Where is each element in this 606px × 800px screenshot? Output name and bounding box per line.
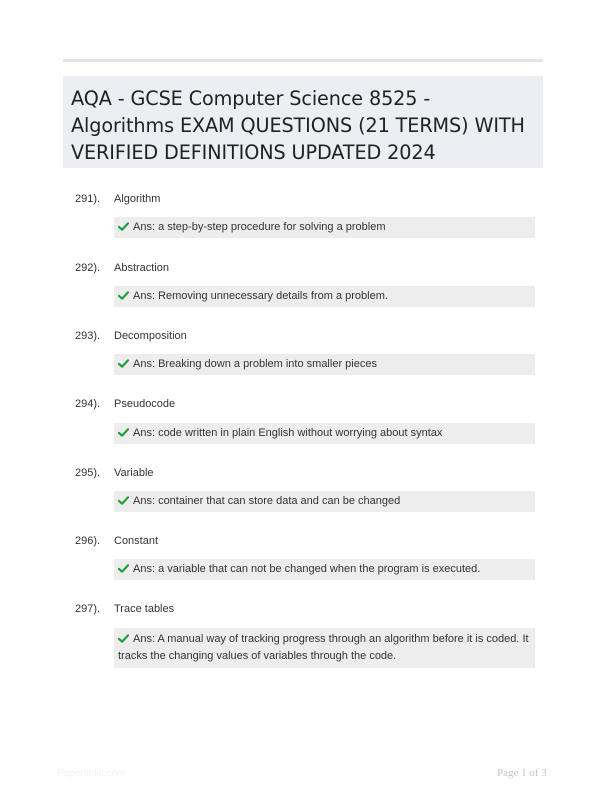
question-number: 295). xyxy=(75,467,101,479)
question-number: 292). xyxy=(75,262,101,274)
question-term: Pseudocode xyxy=(114,398,176,410)
answer-box xyxy=(114,286,535,307)
answer-text: Ans: a variable that can not be changed when the program is executed. xyxy=(133,563,481,575)
check-icon xyxy=(118,428,129,437)
question-number: 293). xyxy=(75,330,101,342)
check-icon xyxy=(118,222,129,231)
question-number: 291). xyxy=(75,193,101,205)
question-term: Abstraction xyxy=(114,262,170,274)
answer-box xyxy=(114,354,535,375)
page-number: Page 1 of 3 xyxy=(497,767,547,779)
question-number: 296). xyxy=(75,535,101,547)
document-title: AQA - GCSE Computer Science 8525 - Algorithms EXAM QUESTIONS (21 TERMS) WITH VERIFIED DEFINITIONS UPDATED 2024 xyxy=(71,87,525,164)
answer-text: Ans: A manual way of tracking progress through an algorithm before it is coded. It tracks the changing values of variables through the code. xyxy=(118,633,529,662)
check-icon xyxy=(118,496,129,505)
question-term: Algorithm xyxy=(114,193,161,205)
answer-text: Ans: code written in plain English without worrying about syntax xyxy=(133,427,443,439)
question-term: Trace tables xyxy=(114,603,175,615)
check-icon xyxy=(118,359,129,368)
footer-watermark: Papertiblic.com xyxy=(57,768,126,779)
answer-box xyxy=(114,423,535,444)
question-number: 294). xyxy=(75,398,101,410)
question-term: Variable xyxy=(114,467,154,479)
answer-box xyxy=(114,217,535,238)
check-icon xyxy=(118,634,129,643)
check-icon xyxy=(118,564,129,573)
answer-text: Ans: Removing unnecessary details from a problem. xyxy=(133,290,388,302)
answer-text: Ans: container that can store data and can be changed xyxy=(133,495,401,507)
question-term: Constant xyxy=(114,535,159,547)
question-number: 297). xyxy=(75,603,101,615)
answer-text: Ans: Breaking down a problem into smaller pieces xyxy=(133,358,377,370)
answer-box xyxy=(114,559,535,580)
answer-box xyxy=(114,491,535,512)
answer-text: Ans: a step-by-step procedure for solving a problem xyxy=(133,221,386,233)
answer-box xyxy=(114,628,535,668)
top-rule xyxy=(63,59,543,62)
question-term: Decomposition xyxy=(114,330,187,342)
check-icon xyxy=(118,291,129,300)
title-box xyxy=(63,76,543,168)
